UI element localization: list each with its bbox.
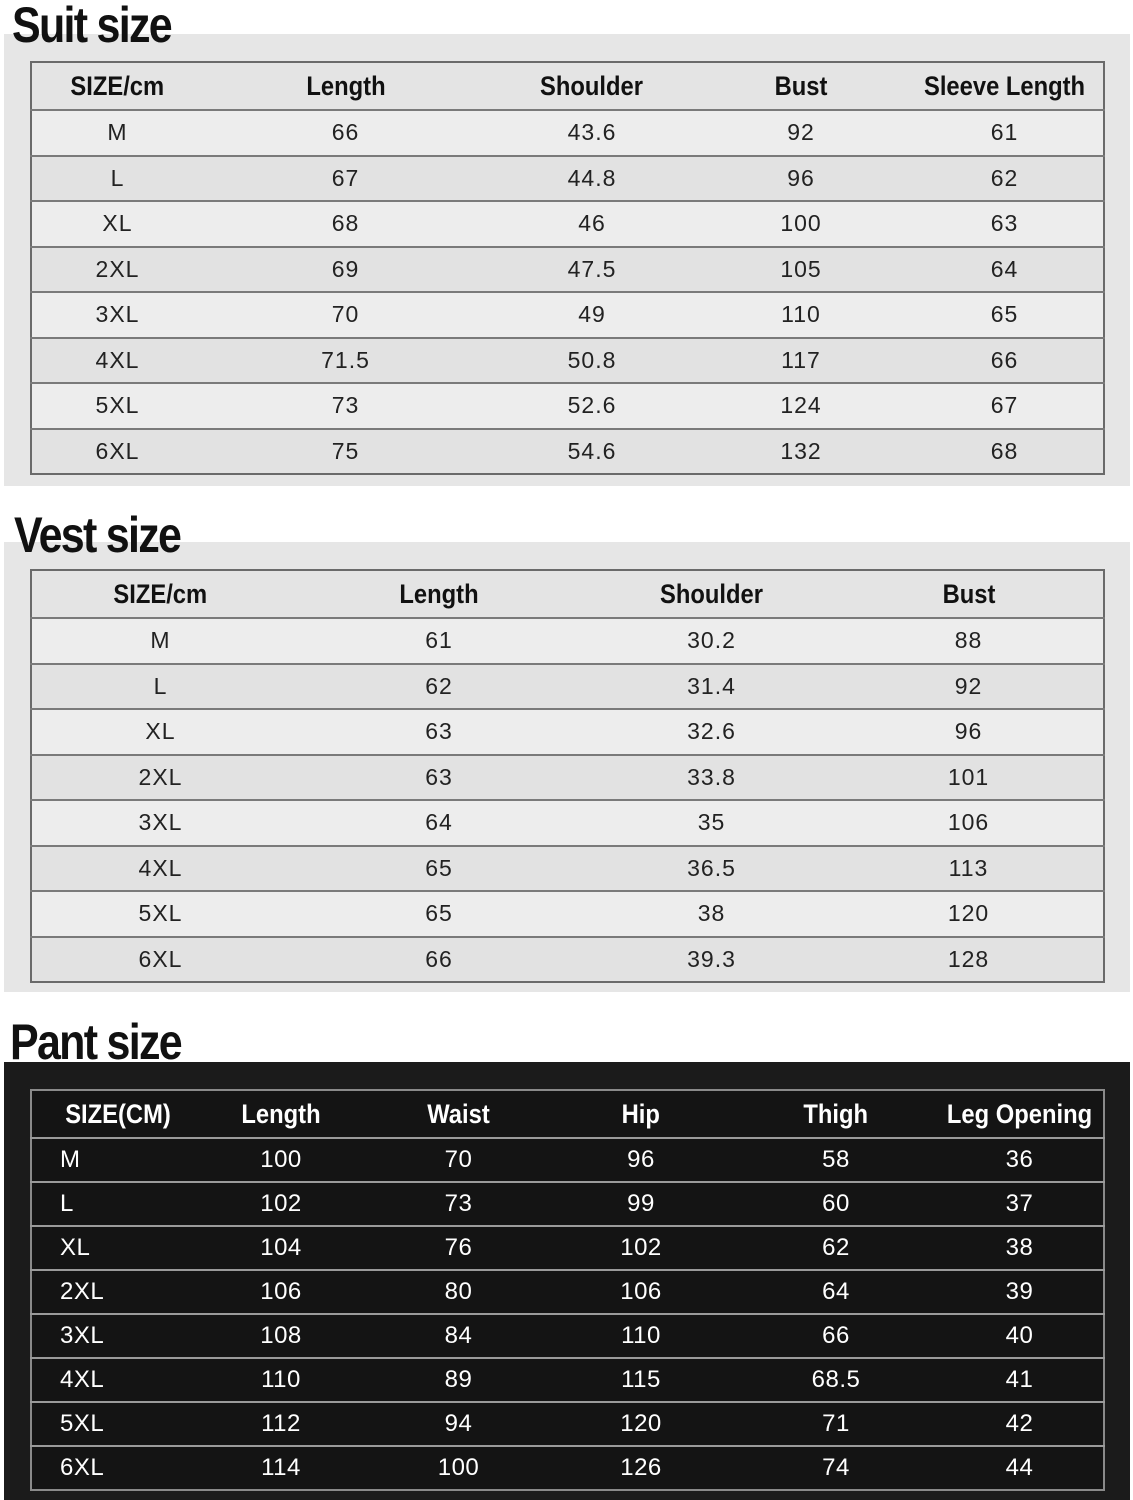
table-cell: 71.5 — [203, 338, 488, 384]
table-cell: 108 — [191, 1314, 371, 1358]
table-cell: 102 — [191, 1182, 371, 1226]
table-cell: 62 — [906, 156, 1104, 202]
table-row — [31, 429, 1104, 475]
table-row — [31, 247, 1104, 293]
table-cell: 68 — [906, 429, 1104, 475]
table-cell: 100 — [371, 1446, 546, 1490]
table-row — [31, 292, 1104, 338]
table-cell: 62 — [736, 1226, 936, 1270]
header-cell: Shoulder — [488, 62, 696, 110]
table-row — [31, 1314, 1104, 1358]
table-cell: 92 — [696, 110, 906, 156]
size-cell: 6XL — [31, 429, 203, 475]
table-row — [31, 1446, 1104, 1490]
table-cell: 60 — [736, 1182, 936, 1226]
table-cell: 110 — [191, 1358, 371, 1402]
table-row — [31, 338, 1104, 384]
table-cell: 66 — [289, 937, 589, 983]
header-cell: Shoulder — [589, 570, 834, 618]
table-row — [31, 201, 1104, 247]
table-cell: 36 — [936, 1138, 1104, 1182]
suit-size-title: Suit size — [12, 0, 171, 53]
table-cell: 39 — [936, 1270, 1104, 1314]
header-cell: Sleeve Length — [906, 62, 1104, 110]
table-cell: 96 — [696, 156, 906, 202]
table-row — [31, 383, 1104, 429]
size-cell: 6XL — [31, 1446, 191, 1490]
table-cell: 67 — [906, 383, 1104, 429]
table-cell: 69 — [203, 247, 488, 293]
vest-size-table — [30, 569, 1105, 983]
table-cell: 49 — [488, 292, 696, 338]
table-cell: 67 — [203, 156, 488, 202]
size-cell: 3XL — [31, 800, 289, 846]
table-cell: 117 — [696, 338, 906, 384]
table-cell: 84 — [371, 1314, 546, 1358]
table-cell: 65 — [906, 292, 1104, 338]
table-cell: 96 — [834, 709, 1104, 755]
table-row — [31, 800, 1104, 846]
table-cell: 63 — [906, 201, 1104, 247]
table-cell: 94 — [371, 1402, 546, 1446]
header-cell: SIZE(CM) — [31, 1090, 191, 1138]
header-cell: Leg Opening — [936, 1090, 1104, 1138]
table-row — [31, 110, 1104, 156]
table-row — [31, 1402, 1104, 1446]
pant-header-row — [31, 1090, 1104, 1138]
table-cell: 46 — [488, 201, 696, 247]
table-cell: 30.2 — [589, 618, 834, 664]
table-cell: 58 — [736, 1138, 936, 1182]
table-cell: 73 — [371, 1182, 546, 1226]
table-row — [31, 664, 1104, 710]
table-cell: 32.6 — [589, 709, 834, 755]
size-cell: 5XL — [31, 891, 289, 937]
pant-size-title: Pant size — [10, 1014, 181, 1070]
size-cell: 6XL — [31, 937, 289, 983]
table-row — [31, 1226, 1104, 1270]
size-cell: 5XL — [31, 1402, 191, 1446]
table-row — [31, 1182, 1104, 1226]
table-cell: 50.8 — [488, 338, 696, 384]
table-cell: 43.6 — [488, 110, 696, 156]
vest-size-title: Vest size — [14, 507, 181, 563]
table-cell: 47.5 — [488, 247, 696, 293]
size-cell: XL — [31, 201, 203, 247]
table-cell: 33.8 — [589, 755, 834, 801]
table-cell: 68 — [203, 201, 488, 247]
table-cell: 101 — [834, 755, 1104, 801]
table-cell: 102 — [546, 1226, 736, 1270]
header-cell: Length — [203, 62, 488, 110]
table-cell: 37 — [936, 1182, 1104, 1226]
size-cell: L — [31, 664, 289, 710]
table-cell: 89 — [371, 1358, 546, 1402]
table-cell: 44.8 — [488, 156, 696, 202]
size-cell: 5XL — [31, 383, 203, 429]
table-cell: 63 — [289, 709, 589, 755]
size-cell: L — [31, 156, 203, 202]
table-cell: 80 — [371, 1270, 546, 1314]
table-row — [31, 937, 1104, 983]
table-cell: 106 — [834, 800, 1104, 846]
size-cell: M — [31, 1138, 191, 1182]
table-cell: 100 — [191, 1138, 371, 1182]
table-cell: 66 — [203, 110, 488, 156]
size-cell: 3XL — [31, 1314, 191, 1358]
table-row — [31, 156, 1104, 202]
table-cell: 124 — [696, 383, 906, 429]
table-cell: 105 — [696, 247, 906, 293]
table-cell: 66 — [736, 1314, 936, 1358]
table-row — [31, 1358, 1104, 1402]
table-cell: 76 — [371, 1226, 546, 1270]
table-cell: 64 — [289, 800, 589, 846]
header-cell: SIZE/cm — [31, 570, 289, 618]
table-row — [31, 755, 1104, 801]
table-cell: 120 — [546, 1402, 736, 1446]
header-cell: Hip — [546, 1090, 736, 1138]
table-cell: 65 — [289, 891, 589, 937]
size-cell: 2XL — [31, 247, 203, 293]
table-cell: 39.3 — [589, 937, 834, 983]
table-cell: 96 — [546, 1138, 736, 1182]
table-cell: 31.4 — [589, 664, 834, 710]
header-cell: SIZE/cm — [31, 62, 203, 110]
size-cell: XL — [31, 709, 289, 755]
size-cell: 3XL — [31, 292, 203, 338]
table-cell: 40 — [936, 1314, 1104, 1358]
table-cell: 70 — [371, 1138, 546, 1182]
table-cell: 112 — [191, 1402, 371, 1446]
header-cell: Length — [289, 570, 589, 618]
table-cell: 61 — [906, 110, 1104, 156]
table-cell: 99 — [546, 1182, 736, 1226]
size-cell: 4XL — [31, 338, 203, 384]
table-cell: 52.6 — [488, 383, 696, 429]
table-cell: 65 — [289, 846, 589, 892]
suit-size-table — [30, 61, 1105, 475]
table-cell: 104 — [191, 1226, 371, 1270]
header-cell: Length — [191, 1090, 371, 1138]
table-cell: 64 — [736, 1270, 936, 1314]
size-cell: 4XL — [31, 1358, 191, 1402]
table-cell: 62 — [289, 664, 589, 710]
table-cell: 63 — [289, 755, 589, 801]
size-cell: XL — [31, 1226, 191, 1270]
table-cell: 126 — [546, 1446, 736, 1490]
table-row — [31, 891, 1104, 937]
table-cell: 41 — [936, 1358, 1104, 1402]
size-cell: L — [31, 1182, 191, 1226]
table-row — [31, 1138, 1104, 1182]
header-cell: Waist — [371, 1090, 546, 1138]
table-cell: 38 — [589, 891, 834, 937]
table-row — [31, 1270, 1104, 1314]
table-cell: 75 — [203, 429, 488, 475]
table-cell: 110 — [546, 1314, 736, 1358]
table-cell: 70 — [203, 292, 488, 338]
table-cell: 100 — [696, 201, 906, 247]
table-cell: 73 — [203, 383, 488, 429]
header-cell: Bust — [834, 570, 1104, 618]
table-cell: 36.5 — [589, 846, 834, 892]
table-row — [31, 709, 1104, 755]
table-cell: 68.5 — [736, 1358, 936, 1402]
table-cell: 132 — [696, 429, 906, 475]
size-cell: M — [31, 618, 289, 664]
table-cell: 106 — [546, 1270, 736, 1314]
table-cell: 120 — [834, 891, 1104, 937]
table-cell: 115 — [546, 1358, 736, 1402]
suit-header-row — [31, 62, 1104, 110]
table-cell: 128 — [834, 937, 1104, 983]
table-cell: 113 — [834, 846, 1104, 892]
table-cell: 106 — [191, 1270, 371, 1314]
table-cell: 35 — [589, 800, 834, 846]
size-cell: 2XL — [31, 755, 289, 801]
table-cell: 88 — [834, 618, 1104, 664]
header-cell: Thigh — [736, 1090, 936, 1138]
vest-header-row — [31, 570, 1104, 618]
table-cell: 74 — [736, 1446, 936, 1490]
table-cell: 66 — [906, 338, 1104, 384]
table-row — [31, 846, 1104, 892]
table-cell: 61 — [289, 618, 589, 664]
table-cell: 44 — [936, 1446, 1104, 1490]
size-cell: 2XL — [31, 1270, 191, 1314]
table-cell: 114 — [191, 1446, 371, 1490]
pant-size-table — [30, 1089, 1105, 1491]
table-cell: 54.6 — [488, 429, 696, 475]
header-cell: Bust — [696, 62, 906, 110]
table-cell: 42 — [936, 1402, 1104, 1446]
size-cell: 4XL — [31, 846, 289, 892]
size-cell: M — [31, 110, 203, 156]
table-cell: 64 — [906, 247, 1104, 293]
table-cell: 110 — [696, 292, 906, 338]
table-cell: 92 — [834, 664, 1104, 710]
table-cell: 71 — [736, 1402, 936, 1446]
table-row — [31, 618, 1104, 664]
table-cell: 38 — [936, 1226, 1104, 1270]
